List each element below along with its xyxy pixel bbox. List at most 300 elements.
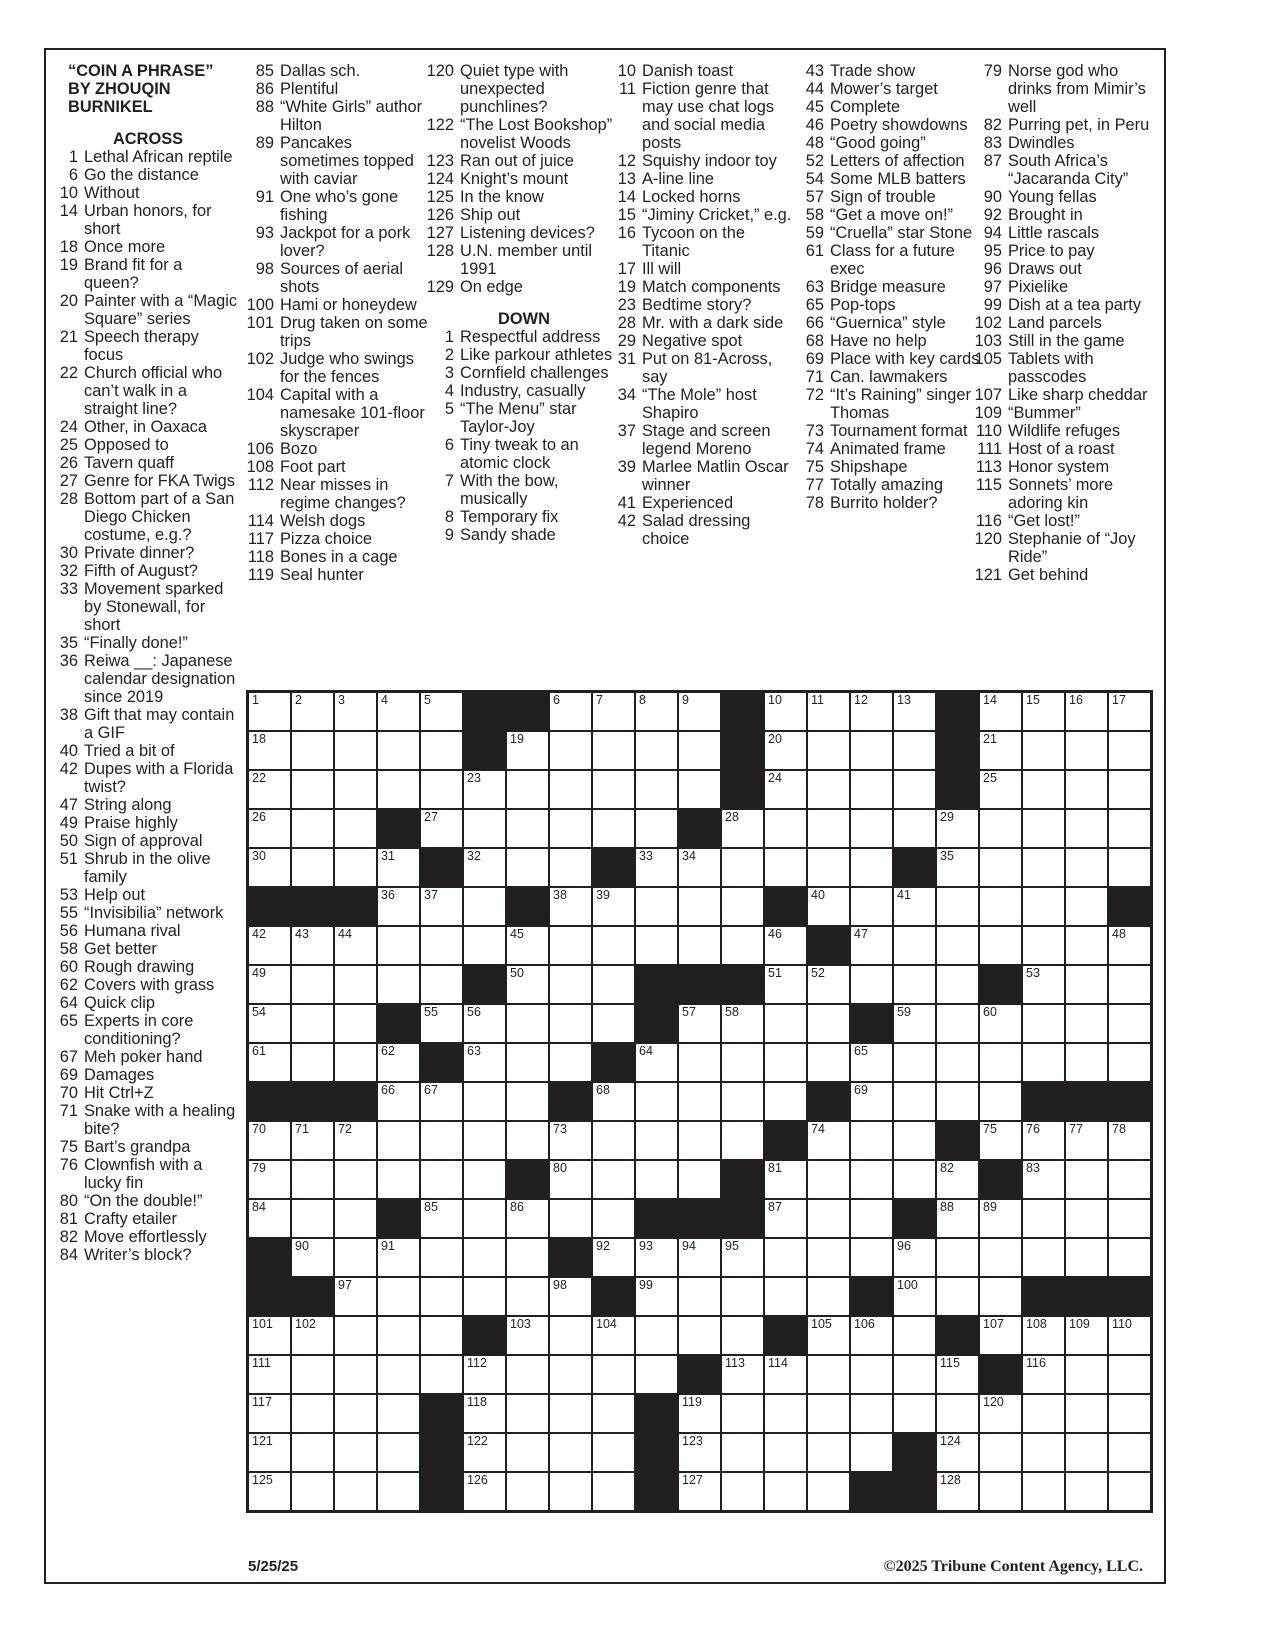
grid-cell[interactable] — [377, 926, 420, 965]
grid-cell[interactable] — [1022, 1199, 1065, 1238]
clue-down-5[interactable] — [424, 400, 614, 436]
grid-cell[interactable] — [506, 1238, 549, 1277]
grid-cell[interactable] — [678, 770, 721, 809]
grid-cell[interactable] — [678, 1394, 721, 1433]
grid-cell[interactable] — [1065, 1433, 1108, 1472]
grid-cell[interactable] — [764, 1082, 807, 1121]
grid-cell[interactable] — [721, 1004, 764, 1043]
clue-across-49[interactable] — [48, 814, 238, 832]
clue-down-95[interactable] — [972, 242, 1162, 260]
grid-cell[interactable] — [678, 848, 721, 887]
grid-cell[interactable] — [291, 1433, 334, 1472]
grid-cell[interactable] — [1065, 1199, 1108, 1238]
grid-cell[interactable] — [592, 1316, 635, 1355]
grid-cell[interactable] — [850, 1355, 893, 1394]
grid-cell[interactable] — [334, 1199, 377, 1238]
grid-cell[interactable] — [334, 965, 377, 1004]
grid-cell[interactable] — [807, 1199, 850, 1238]
grid-cell[interactable] — [549, 1355, 592, 1394]
clue-across-51[interactable] — [48, 850, 238, 886]
grid-cell[interactable] — [893, 887, 936, 926]
grid-cell[interactable] — [807, 965, 850, 1004]
grid-cell[interactable] — [721, 1043, 764, 1082]
grid-cell[interactable] — [721, 809, 764, 848]
grid-cell[interactable] — [807, 1238, 850, 1277]
grid-cell[interactable] — [807, 1355, 850, 1394]
grid-cell[interactable] — [764, 770, 807, 809]
clue-down-82[interactable] — [972, 116, 1162, 134]
grid-cell[interactable] — [334, 1043, 377, 1082]
clue-down-19[interactable] — [606, 278, 796, 296]
grid-cell[interactable] — [1065, 692, 1108, 731]
clue-across-70[interactable] — [48, 1084, 238, 1102]
grid-cell[interactable] — [549, 1043, 592, 1082]
clue-across-33[interactable] — [48, 580, 238, 634]
clue-down-72[interactable] — [794, 386, 984, 422]
grid-cell[interactable] — [850, 1433, 893, 1472]
grid-cell[interactable] — [1108, 809, 1151, 848]
clue-across-88[interactable] — [244, 98, 429, 134]
clue-across-38[interactable] — [48, 706, 238, 742]
grid-cell[interactable] — [807, 1160, 850, 1199]
grid-cell[interactable] — [1108, 1121, 1151, 1160]
grid-cell[interactable] — [377, 1472, 420, 1511]
grid-cell[interactable] — [291, 1355, 334, 1394]
clue-across-119[interactable] — [244, 566, 429, 584]
clue-down-96[interactable] — [972, 260, 1162, 278]
grid-cell[interactable] — [936, 1394, 979, 1433]
grid-cell[interactable] — [377, 1277, 420, 1316]
grid-cell[interactable] — [979, 1433, 1022, 1472]
grid-cell[interactable] — [420, 1082, 463, 1121]
grid-cell[interactable] — [721, 1394, 764, 1433]
clue-down-79[interactable] — [972, 62, 1162, 116]
grid-cell[interactable] — [721, 1355, 764, 1394]
grid-cell[interactable] — [635, 1277, 678, 1316]
clue-across-65[interactable] — [48, 1012, 238, 1048]
grid-cell[interactable] — [893, 1004, 936, 1043]
clue-down-69[interactable] — [794, 350, 984, 368]
clue-down-75[interactable] — [794, 458, 984, 476]
clue-across-18[interactable] — [48, 238, 238, 256]
grid-cell[interactable] — [764, 1277, 807, 1316]
grid-cell[interactable] — [1022, 731, 1065, 770]
clue-down-12[interactable] — [606, 152, 796, 170]
grid-cell[interactable] — [1022, 1238, 1065, 1277]
clue-down-7[interactable] — [424, 472, 614, 508]
clue-across-123[interactable] — [424, 152, 614, 170]
grid-cell[interactable] — [377, 1043, 420, 1082]
clue-across-122[interactable] — [424, 116, 614, 152]
grid-cell[interactable] — [850, 965, 893, 1004]
grid-cell[interactable] — [1022, 1160, 1065, 1199]
grid-cell[interactable] — [850, 692, 893, 731]
grid-cell[interactable] — [1108, 965, 1151, 1004]
grid-cell[interactable] — [635, 1238, 678, 1277]
clue-down-121[interactable] — [972, 566, 1162, 584]
clue-across-24[interactable] — [48, 418, 238, 436]
clue-down-78[interactable] — [794, 494, 984, 512]
clue-down-65[interactable] — [794, 296, 984, 314]
grid-cell[interactable] — [1108, 1004, 1151, 1043]
grid-cell[interactable] — [807, 770, 850, 809]
grid-cell[interactable] — [979, 1316, 1022, 1355]
clue-down-54[interactable] — [794, 170, 984, 188]
grid-cell[interactable] — [463, 1004, 506, 1043]
grid-cell[interactable] — [893, 965, 936, 1004]
grid-cell[interactable] — [850, 1199, 893, 1238]
grid-cell[interactable] — [420, 1121, 463, 1160]
clue-across-47[interactable] — [48, 796, 238, 814]
grid-cell[interactable] — [635, 1355, 678, 1394]
grid-cell[interactable] — [592, 1472, 635, 1511]
grid-cell[interactable] — [764, 731, 807, 770]
grid-cell[interactable] — [291, 1472, 334, 1511]
grid-cell[interactable] — [291, 848, 334, 887]
clue-down-66[interactable] — [794, 314, 984, 332]
clue-across-93[interactable] — [244, 224, 429, 260]
clue-across-82[interactable] — [48, 1228, 238, 1246]
grid-cell[interactable] — [721, 848, 764, 887]
grid-cell[interactable] — [377, 1160, 420, 1199]
clue-down-13[interactable] — [606, 170, 796, 188]
grid-cell[interactable] — [807, 1394, 850, 1433]
grid-cell[interactable] — [635, 692, 678, 731]
grid-cell[interactable] — [506, 1121, 549, 1160]
grid-cell[interactable] — [764, 1199, 807, 1238]
grid-cell[interactable] — [979, 731, 1022, 770]
grid-cell[interactable] — [549, 770, 592, 809]
clue-across-98[interactable] — [244, 260, 429, 296]
grid-cell[interactable] — [936, 848, 979, 887]
grid-cell[interactable] — [248, 1472, 291, 1511]
grid-cell[interactable] — [248, 1043, 291, 1082]
clue-down-57[interactable] — [794, 188, 984, 206]
clue-across-67[interactable] — [48, 1048, 238, 1066]
grid-cell[interactable] — [291, 926, 334, 965]
grid-cell[interactable] — [979, 809, 1022, 848]
clue-across-112[interactable] — [244, 476, 429, 512]
grid-cell[interactable] — [549, 731, 592, 770]
clue-across-56[interactable] — [48, 922, 238, 940]
grid-cell[interactable] — [420, 1316, 463, 1355]
clue-down-29[interactable] — [606, 332, 796, 350]
clue-down-3[interactable] — [424, 364, 614, 382]
clue-down-99[interactable] — [972, 296, 1162, 314]
grid-cell[interactable] — [721, 1433, 764, 1472]
grid-cell[interactable] — [764, 1238, 807, 1277]
grid-cell[interactable] — [850, 887, 893, 926]
clue-down-17[interactable] — [606, 260, 796, 278]
grid-cell[interactable] — [334, 1472, 377, 1511]
grid-cell[interactable] — [1022, 1355, 1065, 1394]
clue-across-50[interactable] — [48, 832, 238, 850]
grid-cell[interactable] — [678, 731, 721, 770]
grid-cell[interactable] — [979, 1043, 1022, 1082]
clue-down-43[interactable] — [794, 62, 984, 80]
grid-cell[interactable] — [678, 1082, 721, 1121]
grid-cell[interactable] — [291, 1199, 334, 1238]
grid-cell[interactable] — [1108, 1238, 1151, 1277]
grid-cell[interactable] — [592, 770, 635, 809]
grid-cell[interactable] — [850, 1160, 893, 1199]
grid-cell[interactable] — [549, 926, 592, 965]
clue-across-40[interactable] — [48, 742, 238, 760]
grid-cell[interactable] — [1022, 1472, 1065, 1511]
grid-cell[interactable] — [1022, 1316, 1065, 1355]
grid-cell[interactable] — [334, 1238, 377, 1277]
grid-cell[interactable] — [248, 809, 291, 848]
grid-cell[interactable] — [506, 731, 549, 770]
clue-down-31[interactable] — [606, 350, 796, 386]
grid-cell[interactable] — [549, 848, 592, 887]
clue-down-37[interactable] — [606, 422, 796, 458]
clue-across-14[interactable] — [48, 202, 238, 238]
grid-cell[interactable] — [291, 770, 334, 809]
clue-across-86[interactable] — [244, 80, 429, 98]
grid-cell[interactable] — [979, 1238, 1022, 1277]
grid-cell[interactable] — [1108, 848, 1151, 887]
grid-cell[interactable] — [979, 1082, 1022, 1121]
grid-cell[interactable] — [506, 1199, 549, 1238]
grid-cell[interactable] — [549, 1472, 592, 1511]
grid-cell[interactable] — [893, 1355, 936, 1394]
clue-across-32[interactable] — [48, 562, 238, 580]
grid-cell[interactable] — [549, 1433, 592, 1472]
grid-cell[interactable] — [1022, 1004, 1065, 1043]
grid-cell[interactable] — [291, 1004, 334, 1043]
grid-cell[interactable] — [1065, 1160, 1108, 1199]
grid-cell[interactable] — [807, 1004, 850, 1043]
grid-cell[interactable] — [1108, 692, 1151, 731]
clue-down-45[interactable] — [794, 98, 984, 116]
clue-down-77[interactable] — [794, 476, 984, 494]
grid-cell[interactable] — [807, 1472, 850, 1511]
grid-cell[interactable] — [1065, 1316, 1108, 1355]
clue-across-19[interactable] — [48, 256, 238, 292]
grid-cell[interactable] — [979, 1394, 1022, 1433]
grid-cell[interactable] — [1065, 887, 1108, 926]
clue-down-102[interactable] — [972, 314, 1162, 332]
clue-down-6[interactable] — [424, 436, 614, 472]
clue-across-76[interactable] — [48, 1156, 238, 1192]
grid-cell[interactable] — [291, 1394, 334, 1433]
grid-cell[interactable] — [506, 1043, 549, 1082]
clue-down-11[interactable] — [606, 80, 796, 152]
clue-down-92[interactable] — [972, 206, 1162, 224]
grid-cell[interactable] — [1108, 1355, 1151, 1394]
clue-across-124[interactable] — [424, 170, 614, 188]
grid-cell[interactable] — [807, 1121, 850, 1160]
grid-cell[interactable] — [334, 848, 377, 887]
grid-cell[interactable] — [1065, 1238, 1108, 1277]
grid-cell[interactable] — [1065, 1355, 1108, 1394]
clue-down-44[interactable] — [794, 80, 984, 98]
grid-cell[interactable] — [893, 1082, 936, 1121]
grid-cell[interactable] — [678, 1472, 721, 1511]
grid-cell[interactable] — [592, 1082, 635, 1121]
grid-cell[interactable] — [377, 848, 420, 887]
grid-cell[interactable] — [850, 926, 893, 965]
grid-cell[interactable] — [463, 1355, 506, 1394]
clue-down-61[interactable] — [794, 242, 984, 278]
grid-cell[interactable] — [678, 1004, 721, 1043]
clue-down-110[interactable] — [972, 422, 1162, 440]
grid-cell[interactable] — [635, 1082, 678, 1121]
grid-cell[interactable] — [893, 1316, 936, 1355]
grid-cell[interactable] — [334, 1316, 377, 1355]
clue-across-120[interactable] — [424, 62, 614, 116]
clue-across-129[interactable] — [424, 278, 614, 296]
grid-cell[interactable] — [592, 1355, 635, 1394]
grid-cell[interactable] — [1065, 1394, 1108, 1433]
grid-cell[interactable] — [420, 692, 463, 731]
grid-cell[interactable] — [506, 848, 549, 887]
grid-cell[interactable] — [678, 692, 721, 731]
grid-cell[interactable] — [248, 926, 291, 965]
grid-cell[interactable] — [936, 1043, 979, 1082]
grid-cell[interactable] — [678, 1160, 721, 1199]
grid-cell[interactable] — [979, 1277, 1022, 1316]
grid-cell[interactable] — [377, 887, 420, 926]
clue-down-116[interactable] — [972, 512, 1162, 530]
grid-cell[interactable] — [936, 965, 979, 1004]
clue-down-46[interactable] — [794, 116, 984, 134]
grid-cell[interactable] — [1108, 1199, 1151, 1238]
grid-cell[interactable] — [463, 1121, 506, 1160]
grid-cell[interactable] — [377, 1316, 420, 1355]
grid-cell[interactable] — [506, 809, 549, 848]
grid-cell[interactable] — [1108, 1394, 1151, 1433]
grid-cell[interactable] — [420, 1355, 463, 1394]
clue-across-108[interactable] — [244, 458, 429, 476]
grid-cell[interactable] — [334, 770, 377, 809]
clue-across-106[interactable] — [244, 440, 429, 458]
grid-cell[interactable] — [721, 1082, 764, 1121]
grid-cell[interactable] — [334, 926, 377, 965]
grid-cell[interactable] — [549, 887, 592, 926]
grid-cell[interactable] — [807, 848, 850, 887]
grid-cell[interactable] — [893, 1121, 936, 1160]
grid-cell[interactable] — [420, 1160, 463, 1199]
grid-cell[interactable] — [592, 1004, 635, 1043]
grid-cell[interactable] — [1065, 809, 1108, 848]
grid-cell[interactable] — [248, 1394, 291, 1433]
grid-cell[interactable] — [291, 692, 334, 731]
grid-cell[interactable] — [850, 731, 893, 770]
grid-cell[interactable] — [334, 1355, 377, 1394]
grid-cell[interactable] — [678, 1043, 721, 1082]
grid-cell[interactable] — [248, 1316, 291, 1355]
grid-cell[interactable] — [893, 926, 936, 965]
grid-cell[interactable] — [377, 965, 420, 1004]
clue-down-109[interactable] — [972, 404, 1162, 422]
grid-cell[interactable] — [1065, 770, 1108, 809]
clue-down-113[interactable] — [972, 458, 1162, 476]
grid-cell[interactable] — [291, 731, 334, 770]
grid-cell[interactable] — [1065, 965, 1108, 1004]
clue-down-4[interactable] — [424, 382, 614, 400]
clue-across-58[interactable] — [48, 940, 238, 958]
clue-down-115[interactable] — [972, 476, 1162, 512]
grid-cell[interactable] — [678, 926, 721, 965]
grid-cell[interactable] — [463, 1043, 506, 1082]
grid-cell[interactable] — [1108, 770, 1151, 809]
clue-across-75[interactable] — [48, 1138, 238, 1156]
grid-cell[interactable] — [420, 926, 463, 965]
grid-cell[interactable] — [807, 1433, 850, 1472]
grid-cell[interactable] — [764, 1433, 807, 1472]
grid-cell[interactable] — [463, 887, 506, 926]
grid-cell[interactable] — [979, 887, 1022, 926]
grid-cell[interactable] — [850, 770, 893, 809]
clue-across-81[interactable] — [48, 1210, 238, 1228]
grid-cell[interactable] — [1065, 1043, 1108, 1082]
grid-cell[interactable] — [1022, 809, 1065, 848]
grid-cell[interactable] — [893, 731, 936, 770]
grid-cell[interactable] — [979, 1121, 1022, 1160]
grid-cell[interactable] — [420, 809, 463, 848]
clue-across-64[interactable] — [48, 994, 238, 1012]
grid-cell[interactable] — [248, 1199, 291, 1238]
grid-cell[interactable] — [592, 887, 635, 926]
grid-cell[interactable] — [635, 1043, 678, 1082]
grid-cell[interactable] — [291, 1121, 334, 1160]
grid-cell[interactable] — [850, 1043, 893, 1082]
grid-cell[interactable] — [936, 809, 979, 848]
grid-cell[interactable] — [592, 1160, 635, 1199]
clue-down-63[interactable] — [794, 278, 984, 296]
clue-down-73[interactable] — [794, 422, 984, 440]
grid-cell[interactable] — [1022, 1043, 1065, 1082]
clue-down-111[interactable] — [972, 440, 1162, 458]
grid-cell[interactable] — [678, 1238, 721, 1277]
grid-cell[interactable] — [420, 1199, 463, 1238]
grid-cell[interactable] — [592, 1433, 635, 1472]
grid-cell[interactable] — [463, 770, 506, 809]
grid-cell[interactable] — [377, 1355, 420, 1394]
grid-cell[interactable] — [549, 1121, 592, 1160]
grid-cell[interactable] — [377, 1121, 420, 1160]
grid-cell[interactable] — [377, 1433, 420, 1472]
clue-down-10[interactable] — [606, 62, 796, 80]
clue-across-35[interactable] — [48, 634, 238, 652]
grid-cell[interactable] — [463, 1199, 506, 1238]
grid-cell[interactable] — [592, 926, 635, 965]
grid-cell[interactable] — [377, 1238, 420, 1277]
grid-cell[interactable] — [506, 1316, 549, 1355]
grid-cell[interactable] — [807, 1316, 850, 1355]
grid-cell[interactable] — [549, 1004, 592, 1043]
clue-down-48[interactable] — [794, 134, 984, 152]
clue-across-22[interactable] — [48, 364, 238, 418]
grid-cell[interactable] — [850, 1394, 893, 1433]
grid-cell[interactable] — [291, 1043, 334, 1082]
grid-cell[interactable] — [334, 1394, 377, 1433]
clue-down-28[interactable] — [606, 314, 796, 332]
grid-cell[interactable] — [635, 731, 678, 770]
grid-cell[interactable] — [248, 848, 291, 887]
grid-cell[interactable] — [506, 1004, 549, 1043]
clue-across-125[interactable] — [424, 188, 614, 206]
clue-down-59[interactable] — [794, 224, 984, 242]
grid-cell[interactable] — [678, 1121, 721, 1160]
clue-down-90[interactable] — [972, 188, 1162, 206]
grid-cell[interactable] — [334, 1004, 377, 1043]
grid-cell[interactable] — [850, 1238, 893, 1277]
clue-down-41[interactable] — [606, 494, 796, 512]
grid-cell[interactable] — [807, 1043, 850, 1082]
